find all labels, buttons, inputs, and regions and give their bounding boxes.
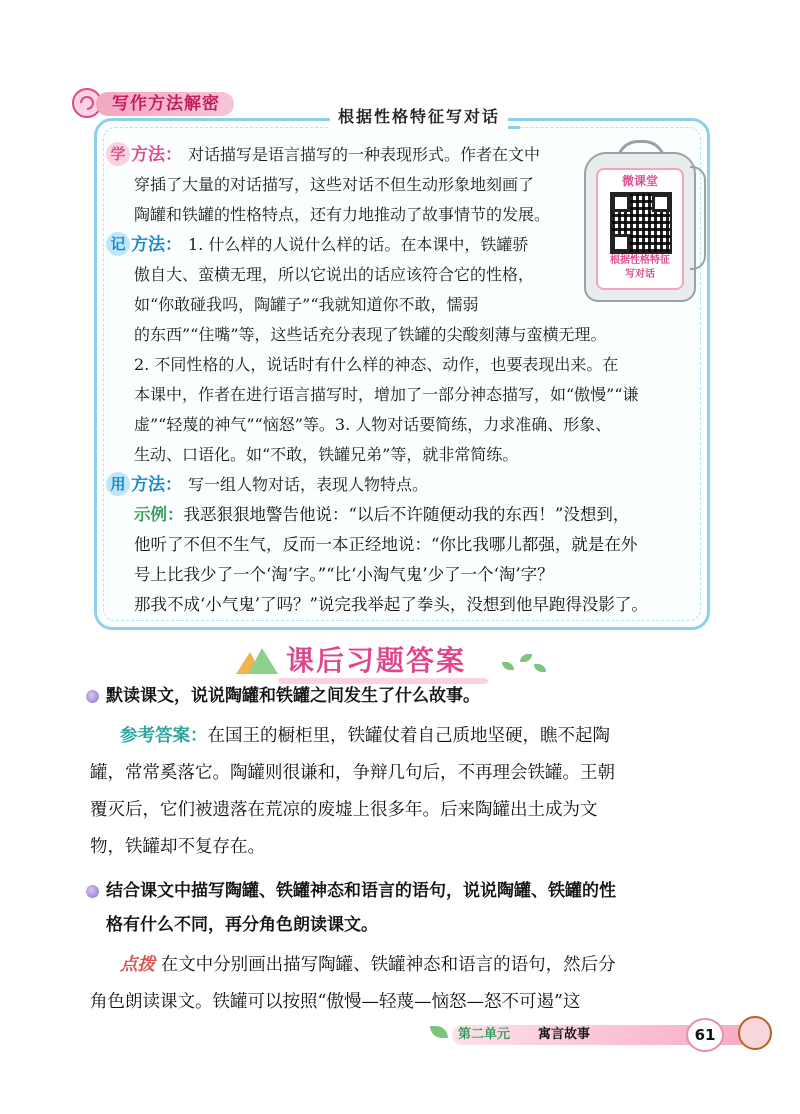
answer-1-label: 参考答案： — [120, 726, 208, 746]
answers-section-title: 课后习题答案 — [286, 644, 467, 677]
footer-unit: 第二单元 — [458, 1027, 511, 1042]
answer-1-line-1-text: 在国王的橱柜里，铁罐仗着自己质地坚硬，瞧不起陶 — [207, 726, 610, 746]
example-line-4: 那我不成‘小气鬼’了吗？”说完我举起了拳头，没想到他早跑得没影了。 — [134, 595, 648, 614]
tip-line-1 — [120, 947, 616, 984]
remember-line-2: 傲自大、蛮横无理，所以它说出的话应该符合它的性格， — [134, 265, 535, 284]
section-header — [70, 86, 270, 122]
use-badge: 用 — [106, 472, 130, 496]
answers-section-header — [232, 640, 552, 682]
question-1: 默读课文，说说陶罐和铁罐之间发生了什么故事。 — [106, 686, 480, 706]
use-tag-text: 方法： — [131, 475, 182, 495]
question-bullet-icon — [86, 885, 99, 898]
example-line-3: 号上比我少了一个‘淘’字。”“比‘小淘气鬼’少了一个‘淘’字？ — [134, 565, 554, 584]
section-header-title: 写作方法解密 — [96, 92, 234, 116]
page-footer — [430, 1016, 800, 1052]
learn-method-tag — [106, 140, 182, 170]
mascot-icon — [738, 1016, 772, 1050]
backpack-qr-card — [578, 140, 698, 300]
learn-line-2: 穿插了大量的对话描写，这些对话不但生动形象地刻画了 — [134, 175, 535, 194]
remember-method-tag — [106, 230, 182, 260]
tip-line-1-text: 在文中分别画出描写陶罐、铁罐神态和语言的语句，然后分 — [160, 955, 616, 975]
panel-subtitle: 根据性格特征写对话 — [330, 104, 508, 130]
example-label: 示例： — [134, 505, 184, 524]
mountain-icon — [236, 646, 280, 676]
qr-card — [596, 168, 684, 290]
remember-line-6: 本课中，作者在进行语言描写时，增加了一部分神态描写，如“傲慢”“谦 — [134, 385, 639, 404]
remember-line-7: 虚”“轻蔑的神气”“恼怒”等。3. 人物对话要简练，力求准确、形象、 — [134, 415, 612, 434]
learn-line-3: 陶罐和铁罐的性格特点，还有力地推动了故事情节的发展。 — [134, 205, 551, 224]
learn-line-1: 对话描写是语言描写的一种表现形式。作者在文中 — [188, 145, 541, 164]
remember-line-8: 生动、口语化。如“不敢，铁罐兄弟”等，就非常简练。 — [134, 445, 519, 464]
backpack-strap — [690, 166, 706, 270]
remember-badge: 记 — [106, 232, 130, 256]
learn-tag-text: 方法： — [131, 145, 182, 165]
answer-1-line-2: 罐，常常奚落它。陶罐则很谦和，争辩几句后，不再理会铁罐。王朝 — [90, 763, 615, 783]
question-2-line-1: 结合课文中描写陶罐、铁罐神态和语言的语句，说说陶罐、铁罐的性 — [106, 881, 616, 901]
tip-line-2: 角色朗读课文。铁罐可以按照“傲慢—轻蔑—恼怒—怒不可遏”这 — [90, 992, 581, 1012]
example-line-1-text: 我恶狠狠地警告他说：“以后不许随便动我的东西！”没想到， — [183, 505, 630, 524]
use-method-tag — [106, 470, 182, 500]
tip-label: 点拨 — [120, 955, 155, 975]
answer-1-line-4: 物，铁罐却不复存在。 — [90, 837, 265, 857]
answer-1-line-1 — [120, 718, 610, 755]
answer-1-line-3: 覆灭后，它们被遗落在荒凉的废墟上很多年。后来陶罐出土成为文 — [90, 800, 598, 820]
example-line-2: 他听了不但不生气，反而一本正经地说：“你比我哪儿都强，就是在外 — [134, 535, 638, 554]
question-2-line-2: 格有什么不同，再分角色朗读课文。 — [106, 915, 378, 935]
leaf-icon — [430, 1026, 448, 1038]
remember-line-5: 2. 不同性格的人，说话时有什么样的神态、动作，也要表现出来。在 — [134, 355, 619, 374]
learn-badge: 学 — [106, 142, 130, 166]
question-bullet-icon — [86, 690, 99, 703]
remember-line-4: 的东西”“住嘴”等，这些话充分表现了铁罐的尖酸刻薄与蛮横无理。 — [134, 325, 607, 344]
footer-unit-name: 寓言故事 — [538, 1027, 591, 1042]
qr-caption-1: 根据性格特征 — [610, 255, 670, 266]
remember-tag-text: 方法： — [131, 235, 182, 255]
qr-caption-2: 写对话 — [625, 269, 655, 280]
remember-line-3: 如“你敢碰我吗，陶罐子”“我就知道你不敢，懦弱 — [134, 295, 479, 314]
remember-line-1: 1. 什么样的人说什么样的话。在本课中，铁罐骄 — [188, 235, 529, 254]
example-line-1 — [134, 500, 629, 530]
use-line: 写一组人物对话，表现人物特点。 — [188, 475, 429, 494]
qr-brand: 微课堂 — [621, 174, 658, 188]
qr-code-icon[interactable] — [610, 192, 672, 254]
page-number: 61 — [686, 1018, 724, 1052]
